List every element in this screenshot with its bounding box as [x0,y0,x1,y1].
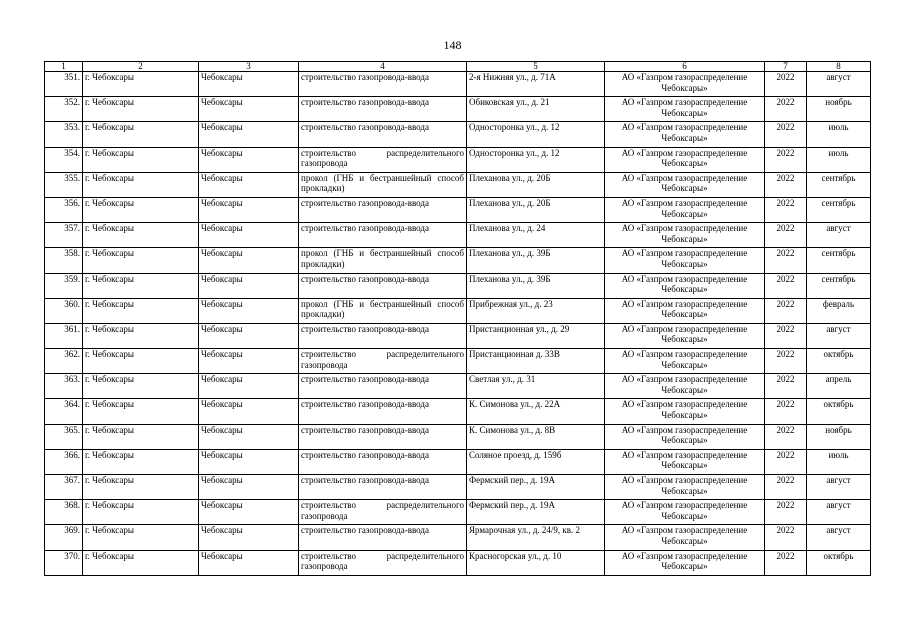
city-cell: г. Чебоксары [83,525,199,550]
address-cell: Плеханова ул., д. 39Б [467,273,605,298]
year-cell: 2022 [765,223,807,248]
work-type-cell: прокол (ГНБ и бестраншейный способ прокладки) [299,172,467,197]
row-number-cell: 365. [45,424,83,449]
organization-cell: АО «Газпром газораспределение Чебоксары» [605,349,765,374]
row-number-cell: 357. [45,223,83,248]
year-cell: 2022 [765,323,807,348]
organization-cell: АО «Газпром газораспределение Чебоксары» [605,172,765,197]
organization-cell: АО «Газпром газораспределение Чебоксары» [605,449,765,474]
work-type-cell: строительство газопровода-ввода [299,475,467,500]
table-row [45,374,871,399]
row-number-cell: 370. [45,550,83,575]
city-cell: г. Чебоксары [83,374,199,399]
organization-cell: АО «Газпром газораспределение Чебоксары» [605,424,765,449]
work-type-cell: строительство газопровода-ввода [299,97,467,122]
table-row [45,349,871,374]
city-cell: г. Чебоксары [83,475,199,500]
work-type-cell: строительство распределительного газопровода [299,550,467,575]
row-number-cell: 355. [45,172,83,197]
district-cell: Чебоксары [199,550,299,575]
address-cell: Обиковская ул., д. 21 [467,97,605,122]
address-cell: Плеханова ул., д. 24 [467,223,605,248]
month-cell: апрель [807,374,871,399]
column-header: 6 [605,62,765,72]
address-cell: Односторонка ул., д. 12 [467,122,605,147]
register-table [44,61,871,576]
row-number-cell: 361. [45,323,83,348]
column-header: 7 [765,62,807,72]
address-cell: Плеханова ул., д. 39Б [467,248,605,273]
work-type-cell: прокол (ГНБ и бестраншейный способ прокладки) [299,248,467,273]
year-cell: 2022 [765,122,807,147]
organization-cell: АО «Газпром газораспределение Чебоксары» [605,323,765,348]
address-cell: Односторонка ул., д. 12 [467,147,605,172]
row-number-cell: 353. [45,122,83,147]
district-cell: Чебоксары [199,273,299,298]
column-header: 5 [467,62,605,72]
address-cell: Светлая ул., д. 31 [467,374,605,399]
work-type-cell: строительство распределительного газопровода [299,349,467,374]
address-cell: Красногорская ул., д. 10 [467,550,605,575]
year-cell: 2022 [765,273,807,298]
month-cell: октябрь [807,550,871,575]
table-row [45,172,871,197]
month-cell: август [807,223,871,248]
row-number-cell: 367. [45,475,83,500]
month-cell: ноябрь [807,424,871,449]
city-cell: г. Чебоксары [83,449,199,474]
table-header [45,62,871,72]
month-cell: июль [807,147,871,172]
city-cell: г. Чебоксары [83,399,199,424]
address-cell: Пристанционная д. 33В [467,349,605,374]
city-cell: г. Чебоксары [83,424,199,449]
year-cell: 2022 [765,550,807,575]
district-cell: Чебоксары [199,248,299,273]
table-row [45,72,871,97]
row-number-cell: 364. [45,399,83,424]
table-row [45,475,871,500]
district-cell: Чебоксары [199,475,299,500]
month-cell: август [807,475,871,500]
district-cell: Чебоксары [199,424,299,449]
column-number-row [45,62,871,72]
year-cell: 2022 [765,399,807,424]
district-cell: Чебоксары [199,147,299,172]
year-cell: 2022 [765,298,807,323]
row-number-cell: 352. [45,97,83,122]
organization-cell: АО «Газпром газораспределение Чебоксары» [605,223,765,248]
month-cell: ноябрь [807,97,871,122]
year-cell: 2022 [765,248,807,273]
district-cell: Чебоксары [199,97,299,122]
city-cell: г. Чебоксары [83,298,199,323]
work-type-cell: строительство газопровода-ввода [299,374,467,399]
year-cell: 2022 [765,500,807,525]
month-cell: июль [807,449,871,474]
organization-cell: АО «Газпром газораспределение Чебоксары» [605,525,765,550]
city-cell: г. Чебоксары [83,197,199,222]
city-cell: г. Чебоксары [83,500,199,525]
month-cell: август [807,323,871,348]
table-row [45,298,871,323]
row-number-cell: 360. [45,298,83,323]
district-cell: Чебоксары [199,399,299,424]
city-cell: г. Чебоксары [83,349,199,374]
work-type-cell: строительство распределительного газопровода [299,147,467,172]
address-cell: Фермский пер., д. 19А [467,500,605,525]
month-cell: сентябрь [807,248,871,273]
row-number-cell: 358. [45,248,83,273]
column-header: 8 [807,62,871,72]
month-cell: июль [807,122,871,147]
city-cell: г. Чебоксары [83,147,199,172]
month-cell: сентябрь [807,172,871,197]
column-header: 1 [45,62,83,72]
work-type-cell: строительство газопровода-ввода [299,323,467,348]
city-cell: г. Чебоксары [83,248,199,273]
year-cell: 2022 [765,449,807,474]
year-cell: 2022 [765,424,807,449]
work-type-cell: строительство распределительного газопровода [299,500,467,525]
row-number-cell: 368. [45,500,83,525]
district-cell: Чебоксары [199,172,299,197]
month-cell: август [807,500,871,525]
table-row [45,122,871,147]
page-number: 148 [443,38,462,52]
work-type-cell: строительство газопровода-ввода [299,273,467,298]
city-cell: г. Чебоксары [83,550,199,575]
month-cell: сентябрь [807,273,871,298]
month-cell: октябрь [807,399,871,424]
row-number-cell: 354. [45,147,83,172]
address-cell: К. Симонова ул., д. 8В [467,424,605,449]
year-cell: 2022 [765,525,807,550]
district-cell: Чебоксары [199,349,299,374]
table-row [45,223,871,248]
table-row [45,147,871,172]
city-cell: г. Чебоксары [83,97,199,122]
year-cell: 2022 [765,197,807,222]
table-row [45,248,871,273]
table-row [45,500,871,525]
organization-cell: АО «Газпром газораспределение Чебоксары» [605,273,765,298]
month-cell: октябрь [807,349,871,374]
year-cell: 2022 [765,349,807,374]
address-cell: 2-я Нижняя ул., д. 71А [467,72,605,97]
row-number-cell: 362. [45,349,83,374]
address-cell: Пристанционная ул., д. 29 [467,323,605,348]
organization-cell: АО «Газпром газораспределение Чебоксары» [605,97,765,122]
city-cell: г. Чебоксары [83,323,199,348]
month-cell: сентябрь [807,197,871,222]
city-cell: г. Чебоксары [83,273,199,298]
organization-cell: АО «Газпром газораспределение Чебоксары» [605,197,765,222]
month-cell: февраль [807,298,871,323]
year-cell: 2022 [765,97,807,122]
city-cell: г. Чебоксары [83,72,199,97]
year-cell: 2022 [765,147,807,172]
work-type-cell: прокол (ГНБ и бестраншейный способ прокладки) [299,298,467,323]
district-cell: Чебоксары [199,525,299,550]
table-row [45,399,871,424]
work-type-cell: строительство газопровода-ввода [299,197,467,222]
organization-cell: АО «Газпром газораспределение Чебоксары» [605,500,765,525]
year-cell: 2022 [765,72,807,97]
work-type-cell: строительство газопровода-ввода [299,424,467,449]
address-cell: Соляное проезд, д. 159б [467,449,605,474]
organization-cell: АО «Газпром газораспределение Чебоксары» [605,399,765,424]
address-cell: Плеханова ул., д. 20Б [467,197,605,222]
table-row [45,550,871,575]
address-cell: Плеханова ул., д. 20Б [467,172,605,197]
work-type-cell: строительство газопровода-ввода [299,223,467,248]
district-cell: Чебоксары [199,72,299,97]
row-number-cell: 351. [45,72,83,97]
organization-cell: АО «Газпром газораспределение Чебоксары» [605,147,765,172]
district-cell: Чебоксары [199,374,299,399]
work-type-cell: строительство газопровода-ввода [299,122,467,147]
table-row [45,97,871,122]
table-row [45,197,871,222]
city-cell: г. Чебоксары [83,122,199,147]
year-cell: 2022 [765,172,807,197]
table-body [45,72,871,576]
month-cell: август [807,525,871,550]
table-row [45,424,871,449]
district-cell: Чебоксары [199,223,299,248]
row-number-cell: 366. [45,449,83,474]
work-type-cell: строительство газопровода-ввода [299,72,467,97]
organization-cell: АО «Газпром газораспределение Чебоксары» [605,248,765,273]
month-cell: август [807,72,871,97]
row-number-cell: 359. [45,273,83,298]
table-row [45,449,871,474]
organization-cell: АО «Газпром газораспределение Чебоксары» [605,374,765,399]
address-cell: Фермский пер., д. 19А [467,475,605,500]
organization-cell: АО «Газпром газораспределение Чебоксары» [605,72,765,97]
row-number-cell: 369. [45,525,83,550]
district-cell: Чебоксары [199,197,299,222]
district-cell: Чебоксары [199,500,299,525]
district-cell: Чебоксары [199,449,299,474]
row-number-cell: 356. [45,197,83,222]
work-type-cell: строительство газопровода-ввода [299,399,467,424]
city-cell: г. Чебоксары [83,172,199,197]
table-row [45,273,871,298]
organization-cell: АО «Газпром газораспределение Чебоксары» [605,550,765,575]
district-cell: Чебоксары [199,122,299,147]
address-cell: К. Симонова ул., д. 22А [467,399,605,424]
organization-cell: АО «Газпром газораспределение Чебоксары» [605,475,765,500]
district-cell: Чебоксары [199,323,299,348]
year-cell: 2022 [765,374,807,399]
year-cell: 2022 [765,475,807,500]
column-header: 4 [299,62,467,72]
address-cell: Прибрежная ул., д. 23 [467,298,605,323]
column-header: 3 [199,62,299,72]
table-row [45,323,871,348]
organization-cell: АО «Газпром газораспределение Чебоксары» [605,298,765,323]
row-number-cell: 363. [45,374,83,399]
work-type-cell: строительство газопровода-ввода [299,449,467,474]
district-cell: Чебоксары [199,298,299,323]
city-cell: г. Чебоксары [83,223,199,248]
organization-cell: АО «Газпром газораспределение Чебоксары» [605,122,765,147]
work-type-cell: строительство газопровода-ввода [299,525,467,550]
address-cell: Ярмарочная ул., д. 24/9, кв. 2 [467,525,605,550]
table-row [45,525,871,550]
column-header: 2 [83,62,199,72]
